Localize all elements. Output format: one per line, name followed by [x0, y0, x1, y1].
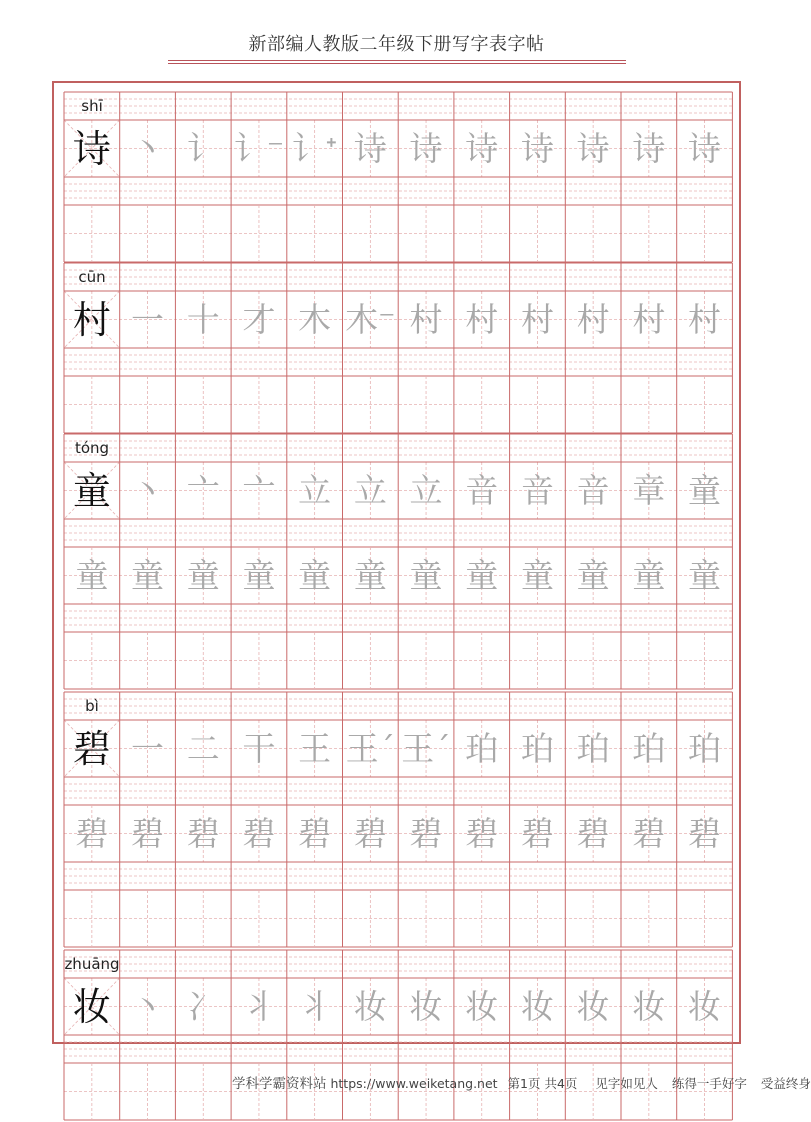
trace-character: 章 [632, 470, 666, 510]
trace-character: 碧 [242, 813, 276, 853]
footer-url[interactable]: https://www.weiketang.net [330, 1076, 498, 1091]
trace-character: 一 [131, 299, 165, 339]
trace-character: 诗 [520, 128, 554, 168]
trace-character: 丶 [131, 986, 165, 1026]
trace-character: 王ˊ [345, 728, 396, 768]
trace-character: 碧 [465, 813, 499, 853]
footer-site: 学科学霸资料站 [232, 1076, 327, 1092]
trace-character: 碧 [576, 813, 610, 853]
pinyin-label: cūn [78, 268, 106, 286]
trace-character: 音 [576, 470, 610, 510]
trace-character: 才 [242, 299, 276, 339]
trace-character: 讠 [186, 128, 220, 168]
trace-character: 妆 [520, 986, 554, 1026]
trace-character: 诗 [353, 128, 387, 168]
page-title: 新部编人教版二年级下册写字表字帖 [248, 34, 545, 55]
model-character: 妆 [72, 984, 111, 1029]
trace-character: 一 [131, 728, 165, 768]
trace-character: 村 [576, 299, 610, 339]
trace-character: 立 [353, 470, 387, 510]
trace-character: 碧 [186, 813, 220, 853]
trace-character: 童 [242, 555, 276, 595]
footer-slogan: 见字如见人 [595, 1076, 658, 1091]
trace-character: 妆 [576, 986, 610, 1026]
trace-character: 丬 [242, 986, 276, 1026]
trace-character: 丬 [298, 986, 332, 1026]
trace-character: 音 [465, 470, 499, 510]
trace-character: 诗 [465, 128, 499, 168]
trace-character: 木⁻ [345, 299, 396, 339]
trace-character: 碧 [131, 813, 165, 853]
trace-character: 村 [632, 299, 666, 339]
trace-character: 碧 [409, 813, 443, 853]
trace-character: 妆 [353, 986, 387, 1026]
trace-character: 诗 [409, 128, 443, 168]
trace-character: 童 [520, 555, 554, 595]
trace-character: 碧 [75, 813, 109, 853]
trace-character: 碧 [520, 813, 554, 853]
trace-character: 诗 [688, 128, 722, 168]
trace-character: 妆 [632, 986, 666, 1026]
trace-character: 童 [576, 555, 610, 595]
trace-character: 木 [298, 299, 332, 339]
trace-character: 亠 [186, 470, 220, 510]
trace-character: 讠⁻ [233, 128, 285, 168]
footer [232, 1072, 811, 1092]
trace-character: 童 [353, 555, 387, 595]
footer-page-number: 第1页 共4页 [507, 1076, 578, 1091]
trace-character: 诗 [576, 128, 610, 168]
trace-character: 碧 [688, 813, 722, 853]
trace-character: 碧 [353, 813, 387, 853]
trace-character: 珀 [520, 728, 554, 768]
trace-character: 妆 [688, 986, 722, 1026]
footer-slogan: 受益终身 [760, 1076, 811, 1091]
trace-character: 童 [409, 555, 443, 595]
trace-character: 珀 [688, 728, 722, 768]
trace-character: 丶 [131, 128, 165, 168]
trace-character: 童 [632, 555, 666, 595]
trace-character: 碧 [298, 813, 332, 853]
trace-character: 立 [298, 470, 332, 510]
trace-character: 王 [298, 728, 332, 768]
trace-character: 童 [131, 555, 165, 595]
trace-character: 丶 [131, 470, 165, 510]
title-rule [168, 60, 626, 61]
trace-character: 童 [465, 555, 499, 595]
trace-character: 童 [186, 555, 220, 595]
trace-character: 村 [520, 299, 554, 339]
pinyin-label: tóng [74, 439, 110, 457]
trace-character: 冫 [186, 986, 220, 1026]
pinyin-label: zhuāng [64, 955, 120, 973]
trace-character: 碧 [632, 813, 666, 853]
trace-character: 音 [520, 470, 554, 510]
trace-character: 童 [688, 470, 722, 510]
trace-character: 王ˊ [401, 728, 451, 768]
trace-character: 诗 [632, 128, 666, 168]
trace-character: 村 [409, 299, 443, 339]
trace-character: 童 [298, 555, 332, 595]
model-character: 碧 [72, 726, 111, 771]
trace-character: 珀 [465, 728, 499, 768]
trace-character: 十 [186, 299, 220, 339]
footer-slogan: 练得一手好字 [671, 1076, 747, 1091]
trace-character: 立 [409, 470, 443, 510]
trace-character: 妆 [409, 986, 443, 1026]
trace-character: 二 [186, 728, 220, 768]
trace-character: 村 [465, 299, 499, 339]
pinyin-label: shī [81, 97, 103, 115]
model-character: 村 [72, 297, 111, 342]
trace-character: 珀 [632, 728, 666, 768]
model-character: 童 [72, 468, 111, 513]
trace-character: 干 [242, 728, 276, 768]
trace-character: 童 [75, 555, 109, 595]
pinyin-label: bì [85, 697, 99, 715]
trace-character: 珀 [576, 728, 610, 768]
trace-character: 亠 [242, 470, 276, 510]
model-character: 诗 [72, 126, 111, 171]
trace-character: 妆 [465, 986, 499, 1026]
trace-character: 讠ᐩ [291, 128, 338, 168]
trace-character: 童 [688, 555, 722, 595]
title-rule [168, 63, 626, 64]
trace-character: 村 [688, 299, 722, 339]
